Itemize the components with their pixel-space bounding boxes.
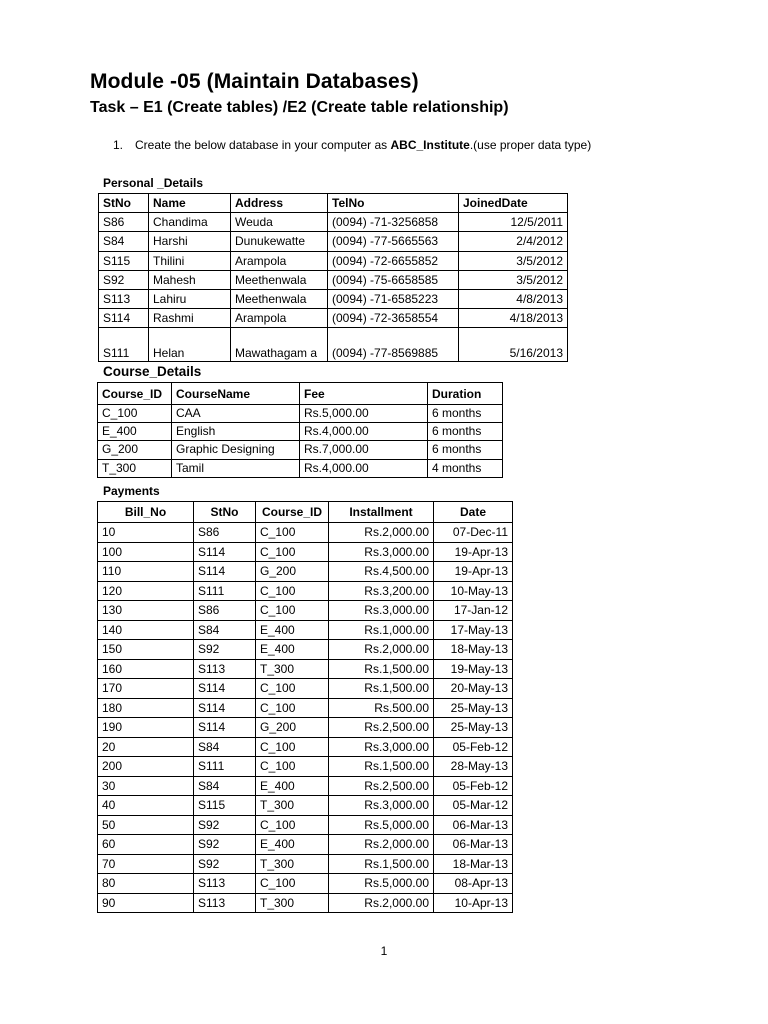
table-cell: G_200: [98, 441, 172, 459]
column-header: Bill_No: [98, 502, 194, 523]
table-cell: S114: [194, 679, 256, 699]
payments-caption: Payments: [103, 484, 160, 498]
table-cell: T_300: [256, 796, 329, 816]
column-header: Fee: [300, 383, 428, 405]
table-cell: Harshi: [149, 232, 231, 251]
table-cell: 10: [98, 523, 194, 543]
table-cell: S113: [99, 289, 149, 308]
table-cell: Rs.2,000.00: [329, 640, 434, 660]
table-cell: Dunukewatte: [231, 232, 328, 251]
table-cell: Rs.2,500.00: [329, 718, 434, 738]
table-header-row: [98, 502, 513, 523]
table-cell: S113: [194, 874, 256, 894]
table-cell: Lahiru: [149, 289, 231, 308]
table-cell: E_400: [256, 776, 329, 796]
table-cell: C_100: [256, 581, 329, 601]
table-row: [98, 659, 513, 679]
table-row: [98, 854, 513, 874]
table-cell: Rashmi: [149, 309, 231, 328]
table-cell: Arampola: [231, 251, 328, 270]
table-header-row: [99, 194, 568, 213]
column-header: Course_ID: [256, 502, 329, 523]
table-row: [98, 423, 503, 441]
table-cell: G_200: [256, 562, 329, 582]
table-cell: 6 months: [428, 405, 503, 423]
column-header: StNo: [99, 194, 149, 213]
table-cell: S92: [99, 270, 149, 289]
table-cell: 18-Mar-13: [434, 854, 513, 874]
table-row: [98, 698, 513, 718]
table-cell: Rs.2,000.00: [329, 893, 434, 913]
table-row: [98, 542, 513, 562]
table-cell: 170: [98, 679, 194, 699]
table-cell: CAA: [172, 405, 300, 423]
page-title: Module -05 (Maintain Databases): [90, 70, 419, 93]
table-cell: S92: [194, 815, 256, 835]
table-cell: 3/5/2012: [459, 270, 568, 289]
table-cell: Rs.5,000.00: [329, 815, 434, 835]
table-cell: (0094) -77-8569885: [328, 328, 459, 362]
table-cell: S114: [99, 309, 149, 328]
table-cell: S111: [194, 757, 256, 777]
table-cell: Meethenwala: [231, 289, 328, 308]
table-row: [98, 640, 513, 660]
table-cell: S92: [194, 640, 256, 660]
table-header-row: [98, 383, 503, 405]
table-cell: 100: [98, 542, 194, 562]
page-number: 1: [380, 944, 388, 958]
table-cell: Meethenwala: [231, 270, 328, 289]
table-cell: 80: [98, 874, 194, 894]
table-cell: Rs.7,000.00: [300, 441, 428, 459]
table-cell: C_100: [256, 815, 329, 835]
table-cell: Weuda: [231, 213, 328, 232]
table-cell: Arampola: [231, 309, 328, 328]
table-cell: Rs.3,000.00: [329, 601, 434, 621]
table-cell: 08-Apr-13: [434, 874, 513, 894]
table-cell: 6 months: [428, 423, 503, 441]
table-cell: Rs.4,000.00: [300, 459, 428, 477]
table-cell: C_100: [98, 405, 172, 423]
table-cell: 130: [98, 601, 194, 621]
table-cell: 19-Apr-13: [434, 542, 513, 562]
table-row: [98, 737, 513, 757]
table-cell: 2/4/2012: [459, 232, 568, 251]
table-cell: E_400: [256, 835, 329, 855]
table-cell: G_200: [256, 718, 329, 738]
table-cell: S114: [194, 718, 256, 738]
table-cell: Rs.3,200.00: [329, 581, 434, 601]
table-cell: S92: [194, 854, 256, 874]
table-cell: S111: [99, 328, 149, 362]
table-cell: 60: [98, 835, 194, 855]
table-row: [99, 328, 568, 362]
table-row: [99, 232, 568, 251]
table-cell: Chandima: [149, 213, 231, 232]
table-cell: 160: [98, 659, 194, 679]
table-row: [98, 601, 513, 621]
table-cell: Rs.2,000.00: [329, 523, 434, 543]
table-cell: (0094) -71-6585223: [328, 289, 459, 308]
table-cell: 70: [98, 854, 194, 874]
table-cell: Thilini: [149, 251, 231, 270]
table-row: [99, 213, 568, 232]
table-cell: T_300: [98, 459, 172, 477]
table-row: [98, 776, 513, 796]
table-cell: T_300: [256, 659, 329, 679]
table-row: [98, 562, 513, 582]
table-cell: 10-May-13: [434, 581, 513, 601]
table-cell: 110: [98, 562, 194, 582]
table-cell: Helan: [149, 328, 231, 362]
table-cell: 120: [98, 581, 194, 601]
course-details-body: [98, 405, 503, 478]
table-cell: English: [172, 423, 300, 441]
table-cell: Rs.2,000.00: [329, 835, 434, 855]
table-cell: (0094) -71-3256858: [328, 213, 459, 232]
table-cell: 17-Jan-12: [434, 601, 513, 621]
table-cell: 05-Feb-12: [434, 776, 513, 796]
course-details-table: [97, 382, 503, 478]
table-cell: S113: [194, 893, 256, 913]
table-row: [98, 893, 513, 913]
table-cell: S115: [194, 796, 256, 816]
instruction-text-before: Create the below database in your computer as: [135, 138, 391, 152]
table-cell: 20: [98, 737, 194, 757]
table-cell: T_300: [256, 893, 329, 913]
table-cell: C_100: [256, 679, 329, 699]
table-cell: 19-May-13: [434, 659, 513, 679]
table-cell: 200: [98, 757, 194, 777]
table-cell: 50: [98, 815, 194, 835]
table-cell: C_100: [256, 874, 329, 894]
table-row: [98, 815, 513, 835]
table-cell: T_300: [256, 854, 329, 874]
table-row: [99, 270, 568, 289]
table-cell: Mawathagam a: [231, 328, 328, 362]
table-cell: 6 months: [428, 441, 503, 459]
table-cell: 28-May-13: [434, 757, 513, 777]
table-cell: C_100: [256, 757, 329, 777]
instruction-item: [113, 138, 591, 152]
table-cell: S111: [194, 581, 256, 601]
table-cell: 4/8/2013: [459, 289, 568, 308]
column-header: CourseName: [172, 383, 300, 405]
table-cell: (0094) -75-6658585: [328, 270, 459, 289]
instruction-db-name: ABC_Institute: [390, 138, 470, 152]
table-cell: Rs.3,000.00: [329, 737, 434, 757]
column-header: Duration: [428, 383, 503, 405]
table-cell: Rs.500.00: [329, 698, 434, 718]
table-cell: Rs.1,500.00: [329, 757, 434, 777]
table-cell: 06-Mar-13: [434, 815, 513, 835]
personal-details-body: [99, 213, 568, 362]
table-cell: S84: [194, 737, 256, 757]
column-header: Name: [149, 194, 231, 213]
table-cell: Rs.5,000.00: [329, 874, 434, 894]
table-cell: Rs.5,000.00: [300, 405, 428, 423]
personal-details-caption: Personal _Details: [103, 176, 204, 190]
table-row: [98, 459, 503, 477]
table-cell: 4/18/2013: [459, 309, 568, 328]
column-header: TelNo: [328, 194, 459, 213]
table-cell: 25-May-13: [434, 718, 513, 738]
table-cell: Rs.4,500.00: [329, 562, 434, 582]
table-cell: 20-May-13: [434, 679, 513, 699]
table-row: [98, 523, 513, 543]
table-cell: C_100: [256, 542, 329, 562]
personal-details-table: [98, 193, 568, 362]
table-row: [98, 874, 513, 894]
table-row: [99, 309, 568, 328]
table-cell: S114: [194, 542, 256, 562]
column-header: JoinedDate: [459, 194, 568, 213]
table-cell: 19-Apr-13: [434, 562, 513, 582]
table-cell: (0094) -77-5665563: [328, 232, 459, 251]
instruction-text-after: .(use proper data type): [469, 138, 592, 152]
table-cell: S84: [194, 620, 256, 640]
table-cell: Graphic Designing: [172, 441, 300, 459]
table-cell: S114: [194, 698, 256, 718]
column-header: Address: [231, 194, 328, 213]
table-cell: C_100: [256, 698, 329, 718]
table-cell: S84: [99, 232, 149, 251]
table-cell: Rs.4,000.00: [300, 423, 428, 441]
table-cell: E_400: [98, 423, 172, 441]
table-cell: Rs.1,500.00: [329, 679, 434, 699]
table-row: [98, 796, 513, 816]
table-cell: 190: [98, 718, 194, 738]
table-cell: C_100: [256, 737, 329, 757]
table-cell: 180: [98, 698, 194, 718]
instruction-number: 1.: [113, 138, 124, 152]
course-details-caption: Course_Details: [103, 364, 202, 379]
page-subtitle: Task – E1 (Create tables) /E2 (Create table relationship): [90, 99, 509, 116]
table-cell: 3/5/2012: [459, 251, 568, 270]
table-cell: 05-Feb-12: [434, 737, 513, 757]
table-cell: 5/16/2013: [459, 328, 568, 362]
table-cell: 07-Dec-11: [434, 523, 513, 543]
table-cell: Rs.3,000.00: [329, 796, 434, 816]
table-cell: 17-May-13: [434, 620, 513, 640]
table-cell: C_100: [256, 601, 329, 621]
table-row: [98, 679, 513, 699]
table-cell: S115: [99, 251, 149, 270]
table-cell: S86: [194, 601, 256, 621]
table-cell: 30: [98, 776, 194, 796]
table-cell: Rs.3,000.00: [329, 542, 434, 562]
table-cell: 90: [98, 893, 194, 913]
table-cell: (0094) -72-6655852: [328, 251, 459, 270]
table-cell: S114: [194, 562, 256, 582]
table-cell: S86: [194, 523, 256, 543]
table-row: [98, 441, 503, 459]
table-cell: 06-Mar-13: [434, 835, 513, 855]
table-row: [99, 289, 568, 308]
table-cell: Rs.1,000.00: [329, 620, 434, 640]
table-cell: S86: [99, 213, 149, 232]
table-cell: 10-Apr-13: [434, 893, 513, 913]
table-row: [98, 718, 513, 738]
table-cell: Tamil: [172, 459, 300, 477]
table-cell: S84: [194, 776, 256, 796]
table-row: [98, 757, 513, 777]
table-cell: 05-Mar-12: [434, 796, 513, 816]
payments-body: [98, 523, 513, 913]
payments-table: [97, 501, 513, 913]
table-cell: 25-May-13: [434, 698, 513, 718]
table-cell: 150: [98, 640, 194, 660]
table-cell: 140: [98, 620, 194, 640]
table-cell: Mahesh: [149, 270, 231, 289]
table-cell: E_400: [256, 620, 329, 640]
table-cell: 4 months: [428, 459, 503, 477]
table-row: [98, 581, 513, 601]
table-cell: (0094) -72-3658554: [328, 309, 459, 328]
table-cell: Rs.1,500.00: [329, 659, 434, 679]
column-header: Date: [434, 502, 513, 523]
table-row: [98, 620, 513, 640]
table-cell: E_400: [256, 640, 329, 660]
table-row: [98, 835, 513, 855]
table-cell: 40: [98, 796, 194, 816]
table-row: [99, 251, 568, 270]
table-cell: Rs.2,500.00: [329, 776, 434, 796]
table-cell: Rs.1,500.00: [329, 854, 434, 874]
column-header: Course_ID: [98, 383, 172, 405]
column-header: Installment: [329, 502, 434, 523]
column-header: StNo: [194, 502, 256, 523]
table-cell: 18-May-13: [434, 640, 513, 660]
table-row: [98, 405, 503, 423]
table-cell: S92: [194, 835, 256, 855]
table-cell: 12/5/2011: [459, 213, 568, 232]
table-cell: S113: [194, 659, 256, 679]
table-cell: C_100: [256, 523, 329, 543]
